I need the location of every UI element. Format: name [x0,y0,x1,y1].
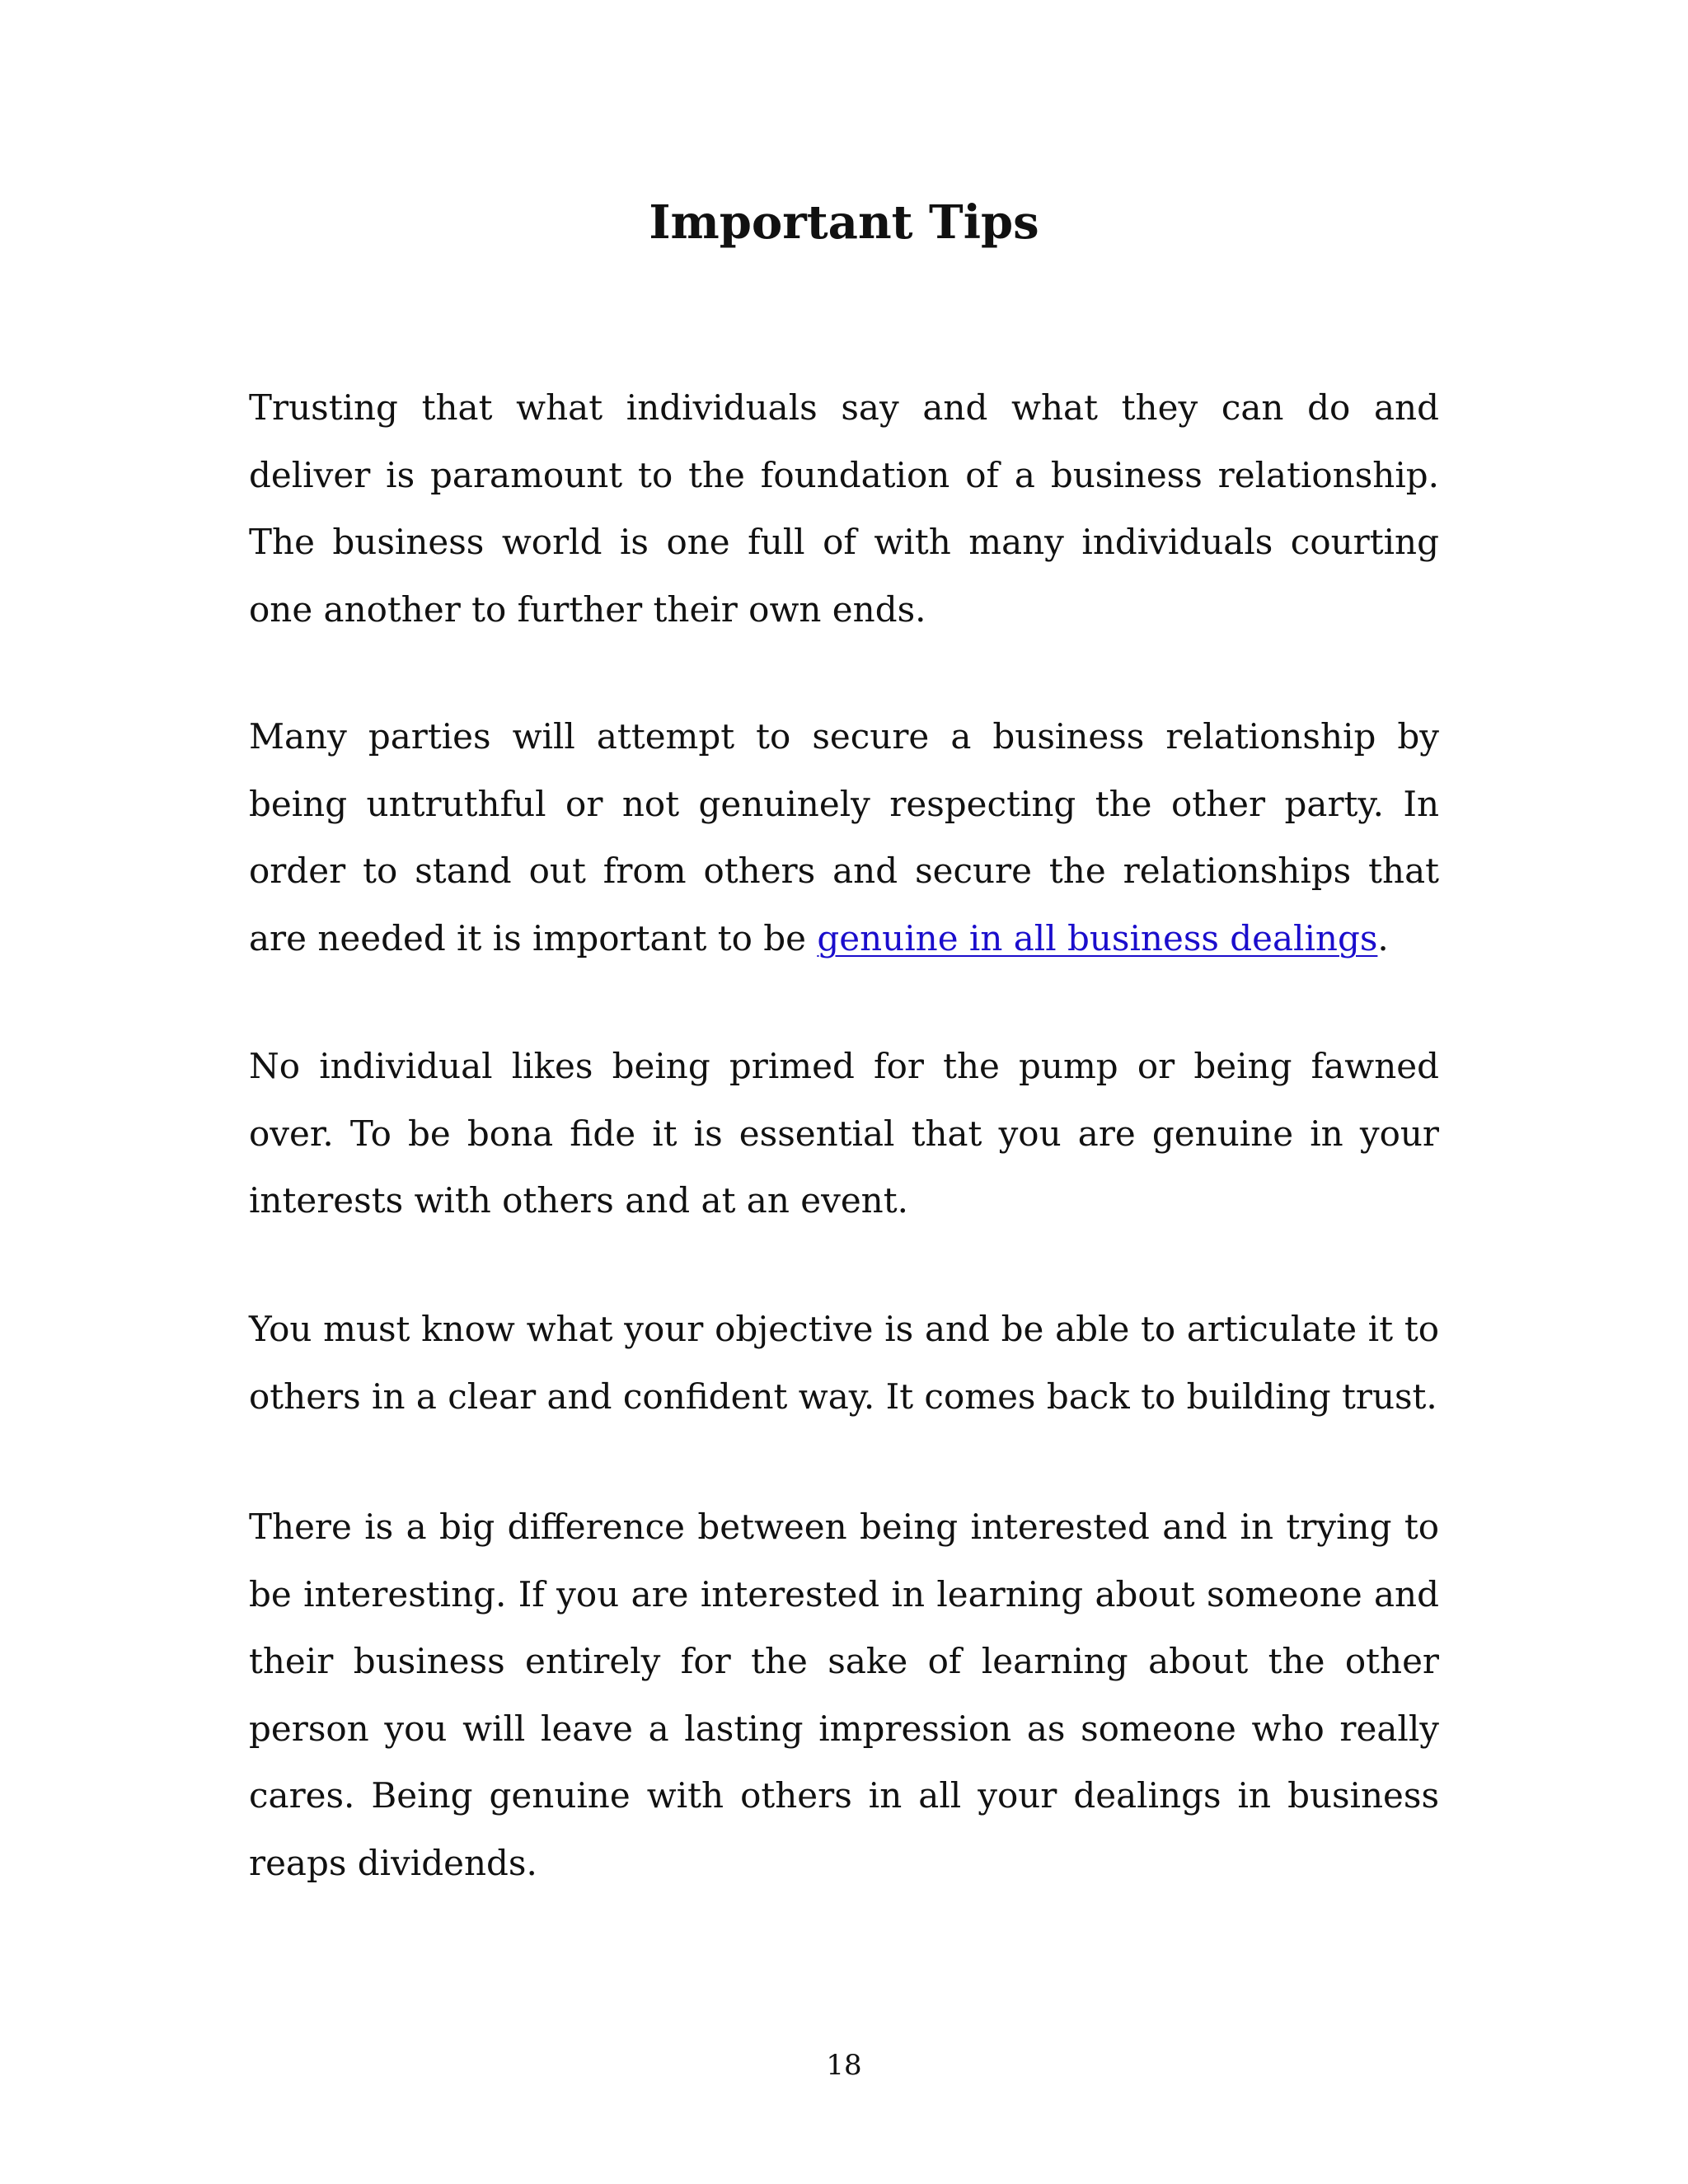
paragraph-genuine-dealings [249,703,1439,972]
paragraph-bona-fide: No individual likes being primed for the pump or being fawned over. To be bona fide it is essential that you are genuine in your interests with others and at an event. [249,1046,1439,1221]
paragraph-trust: Trusting that what individuals say and what they can do and deliver is paramount to the foundation of a business relationship. The business world is one full of with many individuals courting one another to further their own ends. [249,387,1439,630]
page-number: 18 [826,2049,862,2082]
paragraph-interested: There is a big difference between being interested and in trying to be interesting. If you are interested in learning about someone and their business entirely for the sake of learning about the other person you will leave a lasting impression as someone who really cares. Being genuine with others in all your dealings in business reaps dividends. [249,1507,1439,1883]
page-title: Important Tips [649,195,1039,250]
genuine-dealings-link[interactable]: genuine in all business dealings [817,917,1378,958]
paragraph-text-end: . [1377,917,1389,958]
paragraph-text: Many parties will attempt to secure a business relationship by being untruthful or not genuinely respecting the other party. In order to stand out from others and secure the relationships that are needed it is important to be [249,716,1439,958]
paragraph-objective: You must know what your objective is and be able to articulate it to others in a clear and confident way. It comes back to building trust. [249,1309,1439,1417]
